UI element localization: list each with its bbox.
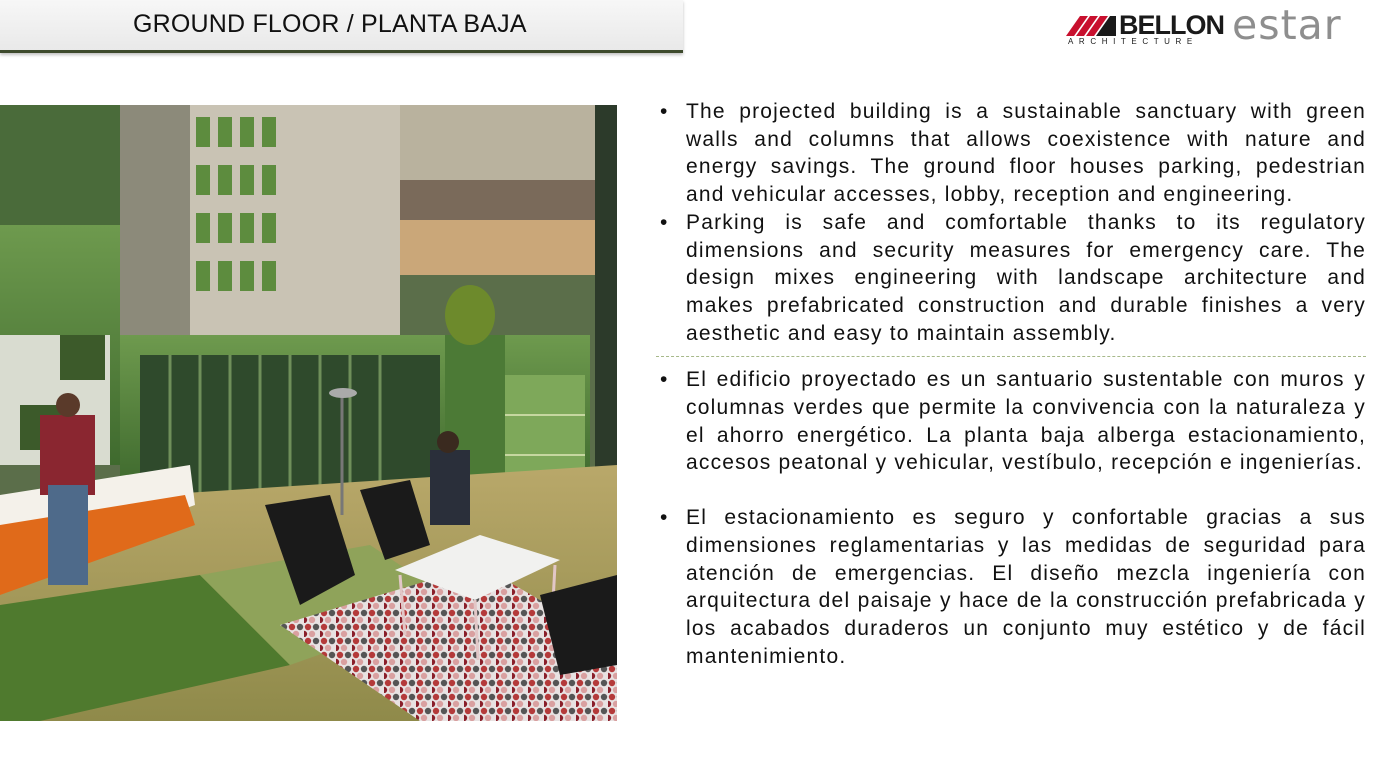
english-bullet-1 bbox=[656, 98, 1366, 209]
bullet-glyph: • bbox=[660, 210, 669, 234]
architecture-subtitle: ARCHITECTURE bbox=[1068, 37, 1198, 46]
bellon-architecture-logo bbox=[1066, 12, 1226, 46]
title-bar bbox=[0, 0, 683, 53]
bullet-glyph: • bbox=[660, 506, 669, 530]
bullet-glyph: • bbox=[660, 368, 669, 392]
spanish-paragraph-1: El edificio proyectado es un santuario sustentable con muros y columnas verdes que permite la convivencia con la naturaleza y el ahorro energético. La planta baja alberga estacionamiento, accesos peatonal y vehicular, vestíbulo, recepción e ingenierías. bbox=[686, 368, 1366, 475]
language-divider bbox=[656, 356, 1366, 357]
bellon-wordmark: BELLON bbox=[1119, 10, 1224, 40]
page-title: GROUND FLOOR / PLANTA BAJA bbox=[133, 10, 527, 38]
english-paragraph-2: Parking is safe and comfortable thanks to its regulatory dimensions and security measures for emergency care. The design mixes engineering with landscape architecture and makes prefabricated construction and durable finishes a very aesthetic and easy to maintain assembly. bbox=[686, 210, 1366, 345]
paragraph-spacer bbox=[656, 477, 1366, 504]
bellon-roof-icon bbox=[1066, 14, 1122, 38]
lobby-render-image bbox=[0, 105, 617, 721]
spanish-paragraph-2: El estacionamiento es seguro y confortable gracias a sus dimensiones reglamentarias y las medidas de seguridad para atención de emergencias. El diseño mezcla ingeniería con arquitectura del paisaje y hace de la construcción prefabricada y los acabados duraderos un conjunto muy estético y de fácil mantenimiento. bbox=[686, 506, 1366, 668]
english-paragraph-1: The projected building is a sustainable sanctuary with green walls and columns that allows coexistence with nature and energy savings. The ground floor houses parking, pedestrian and vehicular accesses, lobby, reception and engineering. bbox=[686, 100, 1366, 207]
description-column bbox=[656, 98, 1366, 670]
bullet-glyph: • bbox=[660, 100, 669, 123]
spanish-bullet-2 bbox=[656, 504, 1366, 670]
english-bullet-2 bbox=[656, 209, 1366, 348]
estar-logo: estar bbox=[1232, 1, 1342, 49]
spanish-bullet-1 bbox=[656, 366, 1366, 477]
